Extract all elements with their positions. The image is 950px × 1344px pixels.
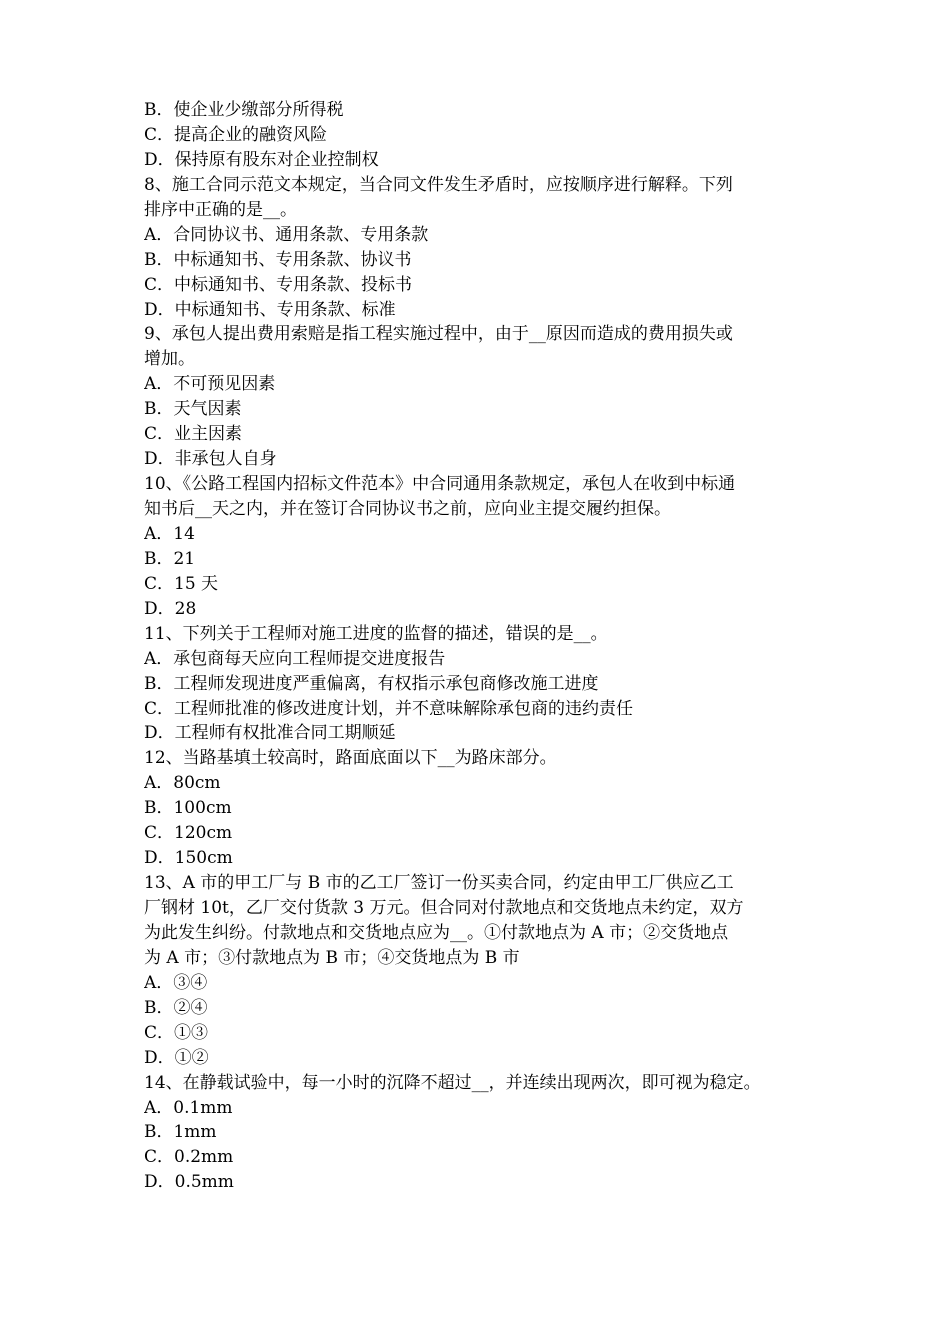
question-line: 排序中正确的是__。 <box>144 199 297 220</box>
question-line: 8、施工合同示范文本规定，当合同文件发生矛盾时，应按顺序进行解释。下列 <box>144 174 733 195</box>
text-line: B．②④ <box>144 997 208 1018</box>
text-line: A．不可预见因素 <box>144 374 276 395</box>
text-line: A．合同协议书、通用条款、专用条款 <box>144 224 429 245</box>
question-line: 14、在静载试验中，每一小时的沉降不超过__，并连续出现两次，即可视为稳定。 <box>144 1072 761 1093</box>
text-line: A．80cm <box>144 773 221 794</box>
text-line: C．提高企业的融资风险 <box>144 124 328 145</box>
text-line: C．中标通知书、专用条款、投标书 <box>144 274 413 295</box>
text-line: B．工程师发现进度严重偏离，有权指示承包商修改施工进度 <box>144 673 599 694</box>
question-line: 知书后__天之内，并在签订合同协议书之前，应向业主提交履约担保。 <box>144 499 671 519</box>
text-line: D．非承包人自身 <box>144 449 277 470</box>
text-line: D．保持原有股东对企业控制权 <box>144 149 379 170</box>
question-line: 增加。 <box>144 349 195 370</box>
question-line: 为 A 市；③付款地点为 B 市；④交货地点为 B 市 <box>144 947 520 968</box>
question-line: 12、当路基填土较高时，路面底面以下__为路床部分。 <box>144 748 557 769</box>
question-line: 为此发生纠纷。付款地点和交货地点应为__。①付款地点为 A 市；②交货地点 <box>144 922 729 943</box>
text-line: C．15 天 <box>144 573 219 594</box>
question-line: 厂钢材 10t，乙厂交付货款 3 万元。但合同对付款地点和交货地点未约定，双方 <box>144 898 744 918</box>
text-line: B．1mm <box>144 1122 217 1143</box>
text-line: A．14 <box>144 523 195 544</box>
text-line: B．21 <box>144 548 196 569</box>
question-line: 11、下列关于工程师对施工进度的监督的描述，错误的是__。 <box>144 623 608 644</box>
text-line: D．工程师有权批准合同工期顺延 <box>144 723 396 744</box>
text-line: B．中标通知书、专用条款、协议书 <box>144 249 412 270</box>
text-line: C．工程师批准的修改进度计划，并不意味解除承包商的违约责任 <box>144 698 634 719</box>
text-line: C．0.2mm <box>144 1147 234 1168</box>
text-line: D．28 <box>144 598 197 619</box>
text-line: D．0.5mm <box>144 1172 234 1193</box>
question-line: 9、承包人提出费用索赔是指工程实施过程中，由于__原因而造成的费用损失或 <box>144 324 733 345</box>
text-line: D．①② <box>144 1047 209 1068</box>
text-line: A．承包商每天应向工程师提交进度报告 <box>144 648 446 669</box>
text-line: D．150cm <box>144 848 233 869</box>
text-line: B．使企业少缴部分所得税 <box>144 100 344 120</box>
question-line: 13、A 市的甲工厂与 B 市的乙工厂签订一份买卖合同，约定由甲工厂供应乙工 <box>144 873 734 894</box>
text-line: A．③④ <box>144 972 208 993</box>
text-line: D．中标通知书、专用条款、标准 <box>144 299 396 320</box>
text-line: B．天气因素 <box>144 399 242 420</box>
text-line: C．业主因素 <box>144 424 243 445</box>
text-line: C．120cm <box>144 823 233 844</box>
document-body <box>144 98 808 1195</box>
text-line: B．100cm <box>144 798 232 819</box>
text-line: A．0.1mm <box>144 1097 233 1118</box>
question-line: 10、《公路工程国内招标文件范本》中合同通用条款规定，承包人在收到中标通 <box>144 474 736 495</box>
text-line: C．①③ <box>144 1022 209 1043</box>
